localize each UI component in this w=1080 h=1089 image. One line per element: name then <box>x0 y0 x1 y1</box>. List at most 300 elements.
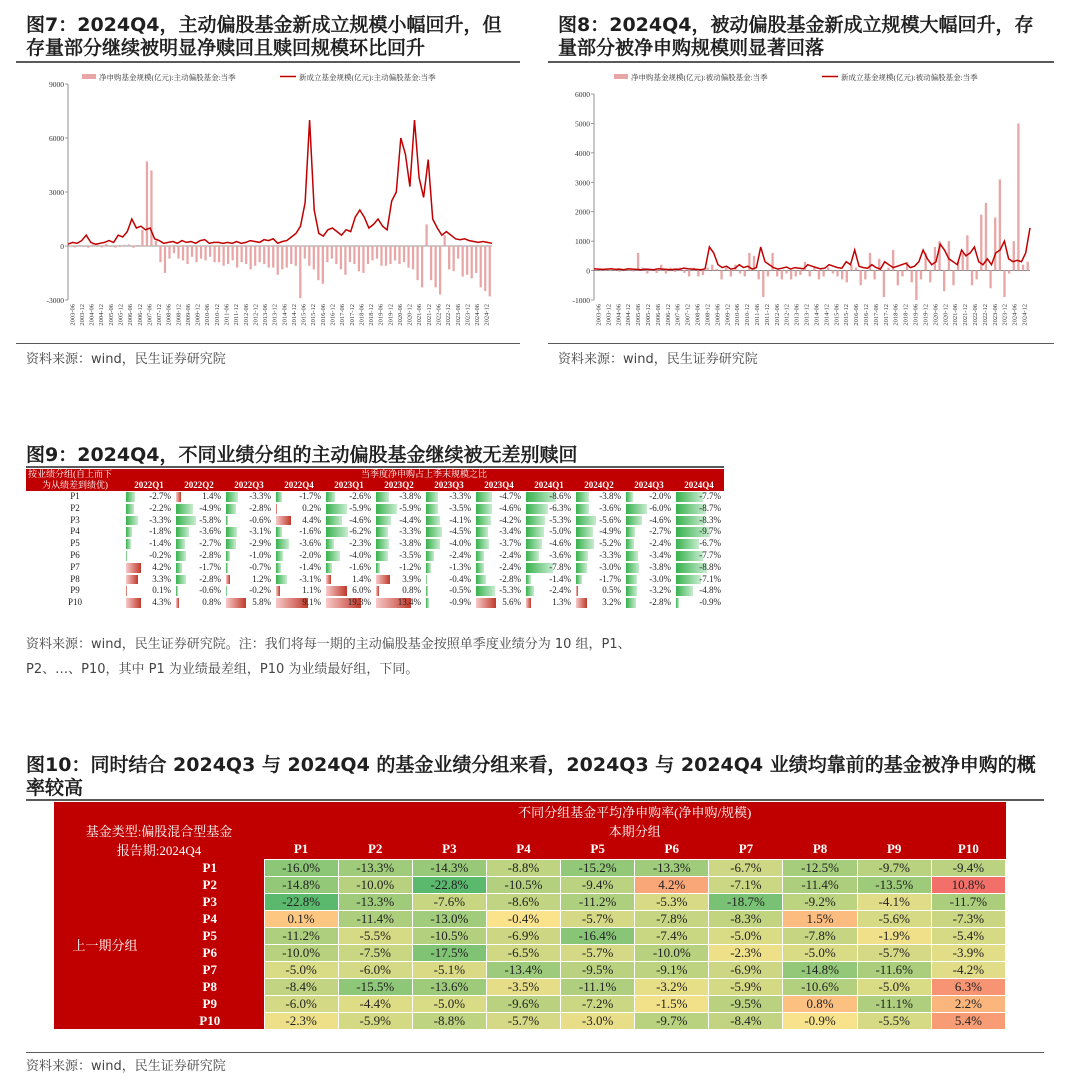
fig7-bar <box>78 245 80 246</box>
fig9-table-row <box>26 574 724 586</box>
fig8-xtick-label: 2007-12 <box>684 304 692 326</box>
fig7-ytick-label: -3000 <box>46 296 64 305</box>
fig8-xtick-label: 2005-06 <box>635 304 643 326</box>
fig10-cell: -6.0% <box>264 995 338 1012</box>
fig9-databar <box>126 504 134 514</box>
fig8-bar <box>911 271 913 283</box>
fig10-cell: -11.2% <box>561 893 635 910</box>
fig9-cell <box>674 526 724 538</box>
fig7-bar <box>430 246 432 280</box>
fig9-databar <box>126 575 138 585</box>
fig8-bar <box>762 271 764 297</box>
fig10-title-line1: 图10：同时结合 2024Q3 与 2024Q4 的基金业绩分组来看，2024Q3 与 2024Q4 业绩均靠前的基金被净申购的概 <box>26 754 1036 776</box>
fig10-cell: -9.4% <box>561 876 635 893</box>
fig7-xtick-label: 2020-12 <box>406 304 414 326</box>
fig10-cell: -13.3% <box>338 893 412 910</box>
fig8-legend-label-line: 新成立基金规模(亿元):被动偏股基金:当季 <box>841 73 978 82</box>
fig7-bar <box>132 246 134 248</box>
fig8-xtick-label: 2012-12 <box>783 304 791 326</box>
fig7-xtick-label: 2013-12 <box>271 304 279 326</box>
fig9-databar <box>626 516 642 526</box>
fig9-table <box>26 469 724 609</box>
fig9-cell <box>374 597 424 609</box>
fig9-header-row2 <box>26 480 724 491</box>
fig7-bar <box>110 246 112 247</box>
fig7-bottom-rule <box>16 343 520 344</box>
fig7-xtick-label: 2006-06 <box>127 304 135 326</box>
fig8-bar <box>869 253 871 271</box>
fig7-bar <box>304 246 306 259</box>
fig10-cell: 4.2% <box>635 876 709 893</box>
fig9-cell-value: -2.4% <box>549 585 571 596</box>
fig9-cell <box>624 550 674 562</box>
fig7-xtick-label: 2012-12 <box>252 304 260 326</box>
fig9-databar <box>126 516 138 526</box>
fig9-cell <box>624 503 674 515</box>
fig9-databar <box>176 551 186 561</box>
fig9-cell-value: -0.2% <box>149 549 171 560</box>
fig9-databar <box>226 551 230 561</box>
fig9-cell <box>524 526 574 538</box>
fig10-row-label: P7 <box>156 961 264 978</box>
fig10-cell: -7.5% <box>338 944 412 961</box>
fig7-bar <box>412 246 414 269</box>
fig9-col-header: 2023Q2 <box>374 480 424 491</box>
fig8-bar <box>632 271 634 272</box>
fig7-xtick-label: 2019-06 <box>377 304 385 326</box>
fig7-xtick-label: 2019-12 <box>387 304 395 326</box>
fig9-databar <box>676 598 679 608</box>
fig9-cell <box>124 538 174 550</box>
fig8-legend-label-bar: 净申购基金规模(亿元):被动偏股基金:当季 <box>631 73 768 82</box>
fig9-cell-value: 1.1% <box>302 585 321 596</box>
fig9-row-label: P10 <box>67 597 82 608</box>
fig9-cell <box>574 515 624 527</box>
fig9-cell-value: -2.0% <box>649 491 671 501</box>
fig8-xtick-label: 2011-06 <box>753 304 761 326</box>
fig8-bar <box>818 271 820 280</box>
fig7-bar <box>444 235 446 246</box>
fig9-cell-value: -0.2% <box>249 585 271 596</box>
fig9-databar <box>326 516 342 526</box>
fig7-rule <box>16 61 520 63</box>
fig10-cell: -9.5% <box>561 961 635 978</box>
fig9-cell <box>524 503 574 515</box>
fig9-cell-value: -4.6% <box>499 502 521 513</box>
fig8-legend <box>614 72 978 82</box>
fig9-databar <box>376 575 390 585</box>
fig10-cell: 0.1% <box>264 910 338 927</box>
fig8-bar <box>767 271 769 277</box>
fig9-databar <box>376 539 389 549</box>
fig8-xtick-label: 2019-06 <box>912 304 920 326</box>
fig9-cell-value: -3.6% <box>199 526 221 537</box>
fig9-cell-value: -6.2% <box>349 526 371 537</box>
fig7-bar <box>367 246 369 264</box>
fig10-cell: -9.4% <box>931 859 1005 876</box>
fig9-databar <box>526 598 531 608</box>
fig9-cell-value: 0.8% <box>202 597 221 608</box>
fig7-xtick-label: 2021-06 <box>416 304 424 326</box>
fig8-bar <box>781 271 783 280</box>
fig9-databar <box>226 563 228 573</box>
fig10-row-label: P1 <box>156 859 264 876</box>
fig9-cell <box>424 515 474 527</box>
fig9-cell-value: -2.3% <box>349 538 371 549</box>
fig9-cell-value: 5.6% <box>502 597 521 608</box>
fig9-databar <box>526 527 544 537</box>
fig9-cell <box>224 574 274 586</box>
fig9-cell-value: -1.4% <box>149 538 171 549</box>
fig9-cell <box>524 491 574 503</box>
fig9-databar <box>276 539 289 549</box>
fig8-xtick-label: 2023-12 <box>1001 304 1009 326</box>
fig8-xtick-label: 2010-06 <box>734 304 742 326</box>
fig9-cell-value: -4.2% <box>499 514 521 525</box>
fig9-cell <box>274 550 324 562</box>
fig9-databar <box>326 527 348 537</box>
fig10-col-header: P9 <box>857 840 931 859</box>
fig8-xtick-label: 2024-12 <box>1021 304 1029 326</box>
fig7-bar <box>268 246 270 268</box>
fig9-header-row1 <box>26 469 724 480</box>
fig8-xtick-label: 2020-06 <box>932 304 940 326</box>
fig9-cell-value: 4.4% <box>302 514 321 525</box>
fig7-bar <box>322 246 324 284</box>
fig9-cell-value: -1.0% <box>249 549 271 560</box>
fig8-xtick-label: 2007-06 <box>674 304 682 326</box>
fig7-bar <box>439 246 441 295</box>
fig7-bar <box>186 246 188 264</box>
fig9-databar <box>476 563 484 573</box>
fig9-cell <box>624 585 674 597</box>
fig9-cell-value: -4.6% <box>549 538 571 549</box>
fig9-databar <box>476 598 496 608</box>
fig9-cell <box>174 515 224 527</box>
fig9-databar <box>626 539 634 549</box>
fig9-cell <box>674 491 724 503</box>
fig7-bar <box>434 246 436 287</box>
fig9-row-label: P2 <box>70 502 80 513</box>
fig9-cell <box>174 585 224 597</box>
fig9-databar <box>576 516 596 526</box>
fig9-cell <box>474 538 524 550</box>
fig8-bar <box>665 271 667 274</box>
fig10-cell: -2.3% <box>709 944 783 961</box>
fig9-col-header: 2022Q2 <box>174 480 224 491</box>
fig8-legend-swatch-bar <box>614 74 628 79</box>
fig9-databar <box>276 527 282 537</box>
fig10-cell: -3.0% <box>561 1012 635 1029</box>
fig9-cell-value: 1.2% <box>252 573 271 584</box>
fig9-databar <box>276 563 281 573</box>
fig9-cell <box>674 585 724 597</box>
fig8-xtick-label: 2003-12 <box>605 304 613 326</box>
fig9-col-header: 2024Q4 <box>674 480 724 491</box>
fig9-col-header: 2023Q3 <box>424 480 474 491</box>
fig10-cell: -3.5% <box>486 978 560 995</box>
fig10-row-label: P8 <box>156 978 264 995</box>
fig8-bar <box>600 271 602 272</box>
fig8-xtick-label: 2008-12 <box>704 304 712 326</box>
fig9-cell-value: -2.9% <box>249 538 271 549</box>
fig7-bar <box>105 244 107 246</box>
fig9-cell <box>624 491 674 503</box>
fig9-cell <box>324 491 374 503</box>
fig7-bar <box>471 246 473 278</box>
fig8-xtick-label: 2004-12 <box>625 304 633 326</box>
fig8-bar <box>846 271 848 283</box>
fig10-row-label: P9 <box>156 995 264 1012</box>
fig10-cell: -6.9% <box>709 961 783 978</box>
fig9-databar <box>576 504 589 514</box>
fig9-cell-value: -3.5% <box>399 549 421 560</box>
fig10-col-header: P6 <box>635 840 709 859</box>
fig7-xtick-label: 2023-12 <box>464 304 472 326</box>
fig8-bar <box>683 271 685 273</box>
fig8-bar <box>813 268 815 271</box>
fig7-xtick-label: 2024-12 <box>483 304 491 326</box>
fig9-cell-value: -5.3% <box>499 585 521 596</box>
fig7-xtick-label: 2023-06 <box>454 304 462 326</box>
fig7-xtick-label: 2018-12 <box>368 304 376 326</box>
fig10-current-group: 本期分组 <box>264 821 1006 840</box>
fig9-cell <box>124 526 174 538</box>
fig8-source: 资料来源：wind，民生证券研究院 <box>558 352 758 367</box>
fig7-bar <box>480 246 482 287</box>
fig10-cell: -16.0% <box>264 859 338 876</box>
fig9-cell-value: -0.9% <box>449 597 471 608</box>
fig10-row-label: P10 <box>156 1012 264 1029</box>
fig9-cell-value: -2.2% <box>149 502 171 513</box>
fig10-cell: -5.0% <box>264 961 338 978</box>
fig9-cell <box>374 515 424 527</box>
fig9-databar <box>276 575 287 585</box>
fig9-databar <box>526 586 534 596</box>
fig10-cell: -7.6% <box>412 893 486 910</box>
fig7-bar <box>195 246 197 262</box>
fig7-bar <box>236 246 238 268</box>
fig7-xtick-label: 2022-12 <box>445 304 453 326</box>
fig10-bottom-rule <box>26 1052 1044 1053</box>
fig7-xtick-label: 2024-06 <box>474 304 482 326</box>
fig10-col-header: P10 <box>931 840 1005 859</box>
fig9-cell-value: -8.8% <box>699 561 721 572</box>
fig9-databar <box>576 563 587 573</box>
fig7-bar <box>371 246 373 260</box>
fig9-databar <box>376 492 389 502</box>
fig9-cell <box>624 526 674 538</box>
fig8-bar <box>776 271 778 277</box>
fig9-cell-value: -3.8% <box>399 491 421 501</box>
fig9-cell <box>524 538 574 550</box>
fig9-cell-value: -6.7% <box>699 538 721 549</box>
fig9-databar <box>426 551 434 561</box>
fig7-xtick-label: 2008-06 <box>165 304 173 326</box>
fig9-cell <box>574 574 624 586</box>
fig9-cell <box>124 597 174 609</box>
fig9-databar <box>376 504 397 514</box>
fig10-header-row3 <box>54 840 1006 859</box>
fig7-bar <box>457 246 459 259</box>
fig7-xtick-label: 2011-06 <box>223 304 231 326</box>
fig10-cell: -8.6% <box>486 893 560 910</box>
fig8-xtick-label: 2018-06 <box>892 304 900 326</box>
fig9-databar <box>526 575 531 585</box>
fig7-xtick-label: 2004-12 <box>98 304 106 326</box>
fig9-databar <box>126 598 141 608</box>
fig9-table-row <box>26 503 724 515</box>
fig9-cell <box>574 503 624 515</box>
fig9-cell <box>674 515 724 527</box>
fig8-bar <box>1022 265 1024 271</box>
fig9-col-header: 2023Q1 <box>324 480 374 491</box>
fig10-cell: -22.8% <box>264 893 338 910</box>
fig9-databar <box>576 551 588 561</box>
fig9-cell-value: 1.4% <box>352 573 371 584</box>
fig9-cell-value: -0.4% <box>449 573 471 584</box>
fig9-databar <box>176 516 196 526</box>
fig9-cell-value: -3.2% <box>649 585 671 596</box>
fig8-bar <box>841 271 843 280</box>
fig9-cell <box>174 503 224 515</box>
fig7-xtick-label: 2010-12 <box>213 304 221 326</box>
fig10-title-line2: 率较高 <box>26 777 84 799</box>
fig8-xtick-label: 2017-12 <box>882 304 890 326</box>
fig9-cell <box>424 550 474 562</box>
fig10-col-header: P4 <box>486 840 560 859</box>
fig9-databar <box>126 563 141 573</box>
fig9-cell <box>524 597 574 609</box>
fig7-bar <box>340 246 342 269</box>
fig9-note-line2: P2、…、P10，其中 P1 为业绩最差组，P10 为业绩最好组，下同。 <box>26 662 419 677</box>
fig8-chart <box>552 66 1052 336</box>
fig10-cell: -5.7% <box>561 910 635 927</box>
fig7-xtick-label: 2013-06 <box>262 304 270 326</box>
fig7-bar <box>281 246 283 269</box>
fig9-cell <box>274 526 324 538</box>
fig10-table <box>54 802 1006 1030</box>
fig10-cell: -13.5% <box>857 876 931 893</box>
fig9-cell-value: -3.3% <box>399 526 421 537</box>
fig10-cell: -10.0% <box>338 876 412 893</box>
fig9-databar <box>226 539 236 549</box>
fig10-cell: -9.2% <box>783 893 857 910</box>
fig9-databar <box>476 551 484 561</box>
fig9-cell <box>374 491 424 503</box>
fig9-table-row <box>26 585 724 597</box>
fig9-cell <box>224 550 274 562</box>
fig8-xtick-label: 2012-06 <box>773 304 781 326</box>
fig10-cell: 0.8% <box>783 995 857 1012</box>
fig8-bar <box>1008 271 1010 274</box>
fig7-xtick-label: 2004-06 <box>88 304 96 326</box>
fig9-cell-value: -4.1% <box>449 514 471 525</box>
fig10-cell: -9.5% <box>709 995 783 1012</box>
fig9-cell <box>474 526 524 538</box>
fig9-cell <box>224 526 274 538</box>
fig8-line <box>594 228 1030 270</box>
fig9-cell-value: -1.7% <box>199 561 221 572</box>
fig10-col-header: P5 <box>561 840 635 859</box>
fig9-cell-value: -2.8% <box>199 549 221 560</box>
fig9-databar <box>326 563 332 573</box>
fig7-bar <box>380 246 382 266</box>
fig7-chart <box>22 66 522 336</box>
fig9-cell <box>574 526 624 538</box>
fig9-databar <box>226 527 237 537</box>
fig7-bar <box>159 246 161 262</box>
fig9-cell <box>424 503 474 515</box>
fig9-row-label: P8 <box>70 573 80 584</box>
fig7-bar <box>222 246 224 266</box>
fig9-table-row <box>26 597 724 609</box>
fig10-row-label: P3 <box>156 893 264 910</box>
fig8-ytick-label: 0 <box>586 266 590 276</box>
fig9-cell <box>674 574 724 586</box>
fig7-bar <box>385 246 387 266</box>
fig7-bar <box>425 224 427 246</box>
fig9-cell <box>174 526 224 538</box>
fig8-xtick-label: 2011-12 <box>763 304 771 326</box>
fig10-row-label: P2 <box>156 876 264 893</box>
fig9-cell-value: -8.7% <box>699 502 721 513</box>
fig10-cell: -5.9% <box>709 978 783 995</box>
fig8-ytick-label: 2000 <box>575 207 590 217</box>
fig9-cell <box>174 491 224 503</box>
fig8-bar <box>739 271 741 274</box>
fig7-bar <box>295 246 297 266</box>
fig7-bar <box>123 245 125 246</box>
fig9-cell <box>274 491 324 503</box>
fig8-bar <box>860 271 862 286</box>
fig9-cell-value: -1.8% <box>149 526 171 537</box>
fig7-xtick-label: 2016-12 <box>329 304 337 326</box>
fig9-cell <box>324 526 374 538</box>
fig9-cell-value: 0.1% <box>152 585 171 596</box>
fig8-xtick-label: 2009-12 <box>724 304 732 326</box>
fig7-xtick-label: 2008-12 <box>175 304 183 326</box>
fig9-cell-value: -2.4% <box>449 549 471 560</box>
fig9-cell-value: -3.8% <box>599 491 621 501</box>
fig7-line <box>68 120 492 244</box>
fig8-xtick-label: 2021-12 <box>962 304 970 326</box>
fig8-ytick-label: 5000 <box>575 119 590 129</box>
fig9-cell <box>624 562 674 574</box>
fig7-bar <box>232 246 234 260</box>
fig9-cell-value: -1.7% <box>599 573 621 584</box>
fig9-databar <box>376 563 380 573</box>
fig7-bar <box>407 246 409 268</box>
fig10-cell: -5.1% <box>412 961 486 978</box>
fig9-databar <box>226 504 236 514</box>
fig7-bar <box>313 246 315 269</box>
fig9-cell-value: -2.7% <box>149 491 171 501</box>
fig7-xtick-label: 2010-06 <box>204 304 212 326</box>
fig9-cell <box>224 491 274 503</box>
fig10-cell: -8.4% <box>264 978 338 995</box>
fig9-cell-value: -8.3% <box>699 514 721 525</box>
fig9-databar <box>426 575 427 585</box>
fig9-databar <box>126 551 127 561</box>
fig9-databar <box>176 586 178 596</box>
fig9-table-row <box>26 562 724 574</box>
fig9-databar <box>626 551 638 561</box>
fig10-cell: -10.5% <box>412 927 486 944</box>
fig9-cell-value: -1.4% <box>299 561 321 572</box>
fig8-bar <box>655 271 657 273</box>
fig8-bar <box>688 271 690 277</box>
